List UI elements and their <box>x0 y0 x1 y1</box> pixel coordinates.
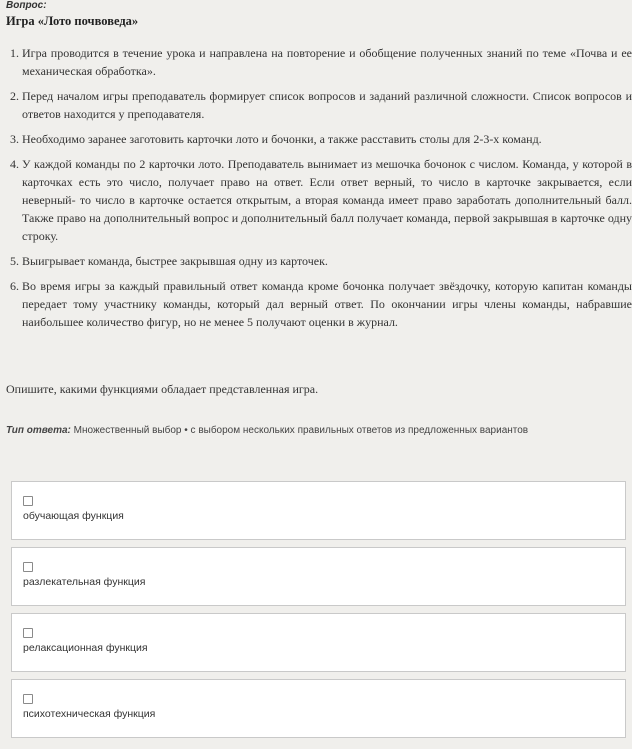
rule-text: Игра проводится в течение урока и направлена на повторение и обобщение полученных знаний по теме «Почва и ее механическая обработка». <box>22 46 632 78</box>
rule-number: 5. <box>10 254 19 268</box>
rule-item <box>6 87 632 123</box>
rule-number: 3. <box>10 132 19 146</box>
option-checkbox[interactable] <box>23 628 33 638</box>
rule-text: Перед началом игры преподаватель формирует список вопросов и заданий различной сложности. Список вопросов и ответов находится у преподавателя. <box>22 89 632 121</box>
option-label[interactable]: психотехническая функция <box>23 708 156 720</box>
rule-item <box>6 130 632 148</box>
rule-item <box>6 252 632 270</box>
rules-list <box>6 44 632 338</box>
option-card[interactable] <box>11 679 626 738</box>
rule-number: 2. <box>10 89 19 103</box>
question-label: Вопрос: <box>6 0 47 11</box>
rule-number: 1. <box>10 46 19 60</box>
option-card[interactable] <box>11 613 626 672</box>
answer-type <box>6 425 528 436</box>
rule-text: Выигрывает команда, быстрее закрывшая одну из карточек. <box>22 254 328 268</box>
option-label[interactable]: разлекательная функция <box>23 576 146 588</box>
option-card[interactable] <box>11 481 626 540</box>
option-label[interactable]: обучающая функция <box>23 510 124 522</box>
rule-item <box>6 155 632 245</box>
answer-type-value: Множественный выбор • с выбором нескольких правильных ответов из предложенных вариантов <box>73 425 529 436</box>
rule-item <box>6 277 632 331</box>
option-checkbox[interactable] <box>23 694 33 704</box>
question-prompt: Опишите, какими функциями обладает представленная игра. <box>6 382 319 396</box>
rule-number: 4. <box>10 157 19 171</box>
option-checkbox[interactable] <box>23 562 33 572</box>
rule-text: Необходимо заранее заготовить карточки лото и бочонки, а также расставить столы для 2-3-х команд. <box>22 132 542 146</box>
rule-number: 6. <box>10 279 19 293</box>
rule-text: Во время игры за каждый правильный ответ команда кроме бочонка получает звёздочку, которую капитан команды передает тому участнику команды, который дал верный ответ. По окончании игры члены команды, набравшие наибольшее количество фигур, но не менее 5 получают оценки в журнал. <box>22 279 632 329</box>
rule-item <box>6 44 632 80</box>
answer-type-label: Тип ответа: <box>6 425 71 436</box>
rule-text: У каждой команды по 2 карточки лото. Преподаватель вынимает из мешочка бочонок с числом. Команда, у которой в карточках есть это число, получает право на ответ. Если ответ верный, то число в карточке закрывается, если неверный- то число в карточке остается открытым, а вторая команда имеет право заработать дополнительный балл. Также право на дополнительный вопрос и дополнительный балл получает команда, первой закрывшая в карточке одну строку. <box>22 157 632 243</box>
option-card[interactable] <box>11 547 626 606</box>
question-title: Игра «Лото почвоведа» <box>6 14 139 28</box>
option-label[interactable]: релаксационная функция <box>23 642 148 654</box>
option-checkbox[interactable] <box>23 496 33 506</box>
